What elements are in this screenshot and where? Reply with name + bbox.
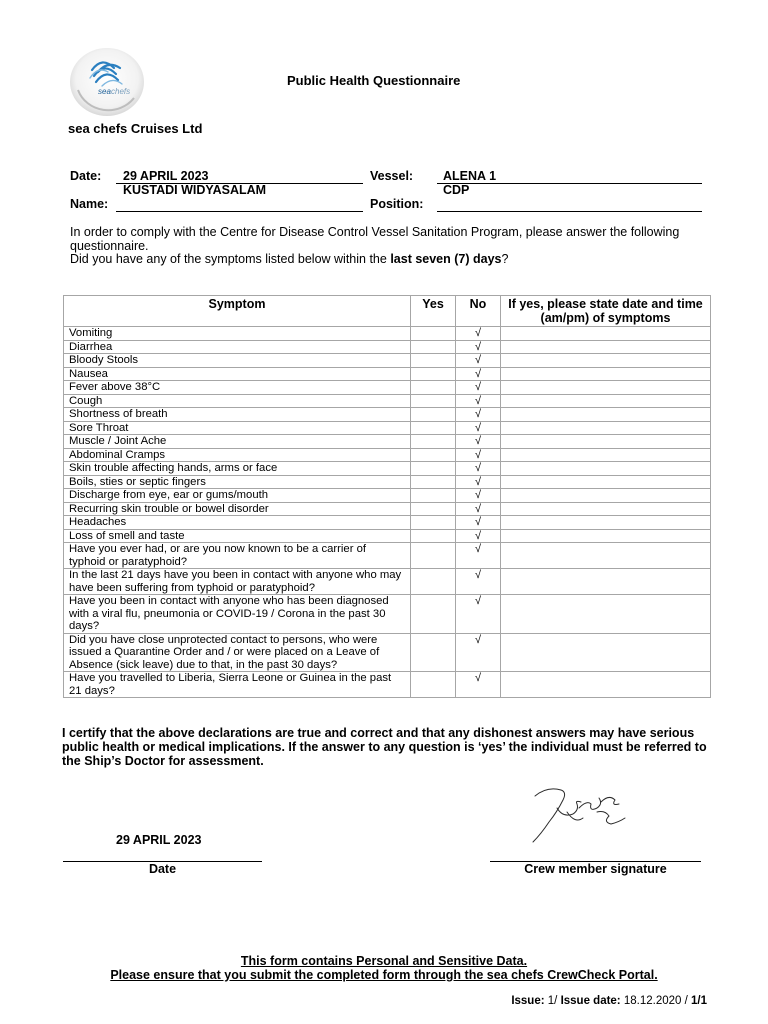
yes-cell[interactable] xyxy=(411,394,456,408)
no-cell[interactable]: √ xyxy=(456,529,501,543)
header-details: If yes, please state date and time (am/pm) of symptoms xyxy=(501,296,711,327)
table-row xyxy=(64,421,711,435)
table-row xyxy=(64,489,711,503)
no-cell[interactable]: √ xyxy=(456,543,501,569)
symptom-cell: Boils, sties or septic fingers xyxy=(64,475,411,489)
details-cell[interactable] xyxy=(501,381,711,395)
yes-cell[interactable] xyxy=(411,462,456,476)
no-cell[interactable]: √ xyxy=(456,435,501,449)
details-cell[interactable] xyxy=(501,354,711,368)
yes-cell[interactable] xyxy=(411,595,456,634)
symptom-cell: Sore Throat xyxy=(64,421,411,435)
yes-cell[interactable] xyxy=(411,448,456,462)
yes-cell[interactable] xyxy=(411,516,456,530)
no-cell[interactable]: √ xyxy=(456,569,501,595)
symptom-cell: Have you travelled to Liberia, Sierra Leone or Guinea in the past 21 days? xyxy=(64,672,411,698)
details-cell[interactable] xyxy=(501,448,711,462)
name-label: Name: xyxy=(70,197,109,211)
symptom-cell: Skin trouble affecting hands, arms or face xyxy=(64,462,411,476)
table-row xyxy=(64,543,711,569)
no-cell[interactable]: √ xyxy=(456,327,501,341)
table-row xyxy=(64,595,711,634)
table-row xyxy=(64,672,711,698)
details-cell[interactable] xyxy=(501,421,711,435)
yes-cell[interactable] xyxy=(411,672,456,698)
yes-cell[interactable] xyxy=(411,529,456,543)
details-cell[interactable] xyxy=(501,340,711,354)
no-cell[interactable]: √ xyxy=(456,394,501,408)
issue-date-value: 18.12.2020 / xyxy=(623,995,688,1007)
symptom-cell: Did you have close unprotected contact to persons, who were issued a Quarantine Order and / or were placed on a Leave of Absence (sick leave) due to that, in the past 30 days? xyxy=(64,633,411,672)
date-caption: Date xyxy=(148,862,177,876)
signature-date-value: 29 APRIL 2023 xyxy=(116,833,202,847)
yes-cell[interactable] xyxy=(411,381,456,395)
details-cell[interactable] xyxy=(501,489,711,503)
yes-cell[interactable] xyxy=(411,327,456,341)
date-value: 29 APRIL 2023 xyxy=(123,169,209,183)
details-cell[interactable] xyxy=(501,475,711,489)
table-row xyxy=(64,340,711,354)
table-row xyxy=(64,367,711,381)
no-cell[interactable]: √ xyxy=(456,421,501,435)
details-cell[interactable] xyxy=(501,435,711,449)
details-cell[interactable] xyxy=(501,595,711,634)
table-row xyxy=(64,394,711,408)
symptom-cell: Loss of smell and taste xyxy=(64,529,411,543)
table-row xyxy=(64,448,711,462)
symptom-cell: Discharge from eye, ear or gums/mouth xyxy=(64,489,411,503)
no-cell[interactable]: √ xyxy=(456,448,501,462)
symptom-cell: Have you ever had, or are you now known to be a carrier of typhoid or paratyphoid? xyxy=(64,543,411,569)
issue-date-label: Issue date: xyxy=(560,995,621,1007)
issue-label: Issue: xyxy=(511,995,545,1007)
details-cell[interactable] xyxy=(501,529,711,543)
table-row xyxy=(64,354,711,368)
certification-text: I certify that the above declarations are true and correct and that any dishonest answers may have serious public health or medical implications. If the answer to any question is ‘yes’ the individual must be referred to the Ship’s Doctor for assessment. xyxy=(62,726,707,768)
name-field-line xyxy=(116,211,363,212)
table-row xyxy=(64,408,711,422)
yes-cell[interactable] xyxy=(411,489,456,503)
table-row xyxy=(64,462,711,476)
symptom-cell: Abdominal Cramps xyxy=(64,448,411,462)
no-cell[interactable]: √ xyxy=(456,475,501,489)
intro-line-2-end: ? xyxy=(501,252,509,266)
table-row xyxy=(64,475,711,489)
details-cell[interactable] xyxy=(501,633,711,672)
symptom-cell: In the last 21 days have you been in contact with anyone who may have been suffering from typhoid or paratyphoid? xyxy=(64,569,411,595)
no-cell[interactable]: √ xyxy=(456,502,501,516)
details-cell[interactable] xyxy=(501,367,711,381)
intro-line-2 xyxy=(70,253,710,267)
no-cell[interactable]: √ xyxy=(456,354,501,368)
symptom-cell: Shortness of breath xyxy=(64,408,411,422)
yes-cell[interactable] xyxy=(411,475,456,489)
yes-cell[interactable] xyxy=(411,408,456,422)
details-cell[interactable] xyxy=(501,394,711,408)
svg-text:sea: sea xyxy=(98,87,111,96)
symptom-cell: Nausea xyxy=(64,367,411,381)
table-row xyxy=(64,435,711,449)
yes-cell[interactable] xyxy=(411,543,456,569)
no-cell[interactable]: √ xyxy=(456,408,501,422)
document-title: Public Health Questionnaire xyxy=(287,73,461,88)
intro-line-1: In order to comply with the Centre for Disease Control Vessel Sanitation Program, please answer the following questionnaire. xyxy=(70,225,680,253)
yes-cell[interactable] xyxy=(411,421,456,435)
table-row xyxy=(64,633,711,672)
table-row xyxy=(64,529,711,543)
issue-value: 1/ xyxy=(547,995,558,1007)
issue-info xyxy=(511,995,707,1007)
signature-caption: Crew member signature xyxy=(524,862,667,876)
symptom-cell: Cough xyxy=(64,394,411,408)
name-value: KUSTADI WIDYASALAM xyxy=(123,183,267,197)
intro-line-2-bold: last seven (7) days xyxy=(390,252,502,266)
footer-line-1: This form contains Personal and Sensitive Data. xyxy=(240,954,528,968)
yes-cell[interactable] xyxy=(411,367,456,381)
symptom-cell: Bloody Stools xyxy=(64,354,411,368)
table-row xyxy=(64,516,711,530)
page-number: 1/1 xyxy=(691,995,707,1007)
table-row xyxy=(64,327,711,341)
yes-cell[interactable] xyxy=(411,633,456,672)
vessel-field-line xyxy=(437,183,702,184)
details-cell[interactable] xyxy=(501,408,711,422)
company-name: sea chefs Cruises Ltd xyxy=(68,121,203,136)
symptom-table xyxy=(63,295,711,698)
header-no: No xyxy=(456,296,501,327)
details-cell[interactable] xyxy=(501,543,711,569)
details-cell[interactable] xyxy=(501,672,711,698)
position-field-line xyxy=(437,211,702,212)
table-row xyxy=(64,502,711,516)
no-cell[interactable]: √ xyxy=(456,340,501,354)
table-header-row xyxy=(64,296,711,327)
symptom-cell: Have you been in contact with anyone who has been diagnosed with a viral flu, pneumonia or COVID-19 / Corona in the past 30 days? xyxy=(64,595,411,634)
intro-line-2-start: Did you have any of the symptoms listed below within the xyxy=(70,252,391,266)
no-cell[interactable]: √ xyxy=(456,516,501,530)
sea-chefs-logo xyxy=(68,46,146,118)
svg-text:chefs: chefs xyxy=(111,87,131,96)
symptom-cell: Diarrhea xyxy=(64,340,411,354)
no-cell[interactable]: √ xyxy=(456,633,501,672)
no-cell[interactable]: √ xyxy=(456,672,501,698)
symptom-cell: Headaches xyxy=(64,516,411,530)
position-label: Position: xyxy=(370,197,424,211)
header-yes: Yes xyxy=(411,296,456,327)
symptom-cell: Vomiting xyxy=(64,327,411,341)
yes-cell[interactable] xyxy=(411,340,456,354)
table-row xyxy=(64,381,711,395)
header-symptom: Symptom xyxy=(64,296,411,327)
details-cell[interactable] xyxy=(501,327,711,341)
yes-cell[interactable] xyxy=(411,569,456,595)
no-cell[interactable]: √ xyxy=(456,381,501,395)
details-cell[interactable] xyxy=(501,516,711,530)
footer-line-2: Please ensure that you submit the completed form through the sea chefs CrewCheck Portal. xyxy=(110,968,658,982)
date-label: Date: xyxy=(70,169,102,183)
handwritten-signature xyxy=(527,778,633,846)
position-value: CDP xyxy=(443,183,470,197)
symptom-cell: Fever above 38°C xyxy=(64,381,411,395)
vessel-label: Vessel: xyxy=(370,169,414,183)
symptom-cell: Recurring skin trouble or bowel disorder xyxy=(64,502,411,516)
details-cell[interactable] xyxy=(501,569,711,595)
no-cell[interactable]: √ xyxy=(456,595,501,634)
yes-cell[interactable] xyxy=(411,435,456,449)
yes-cell[interactable] xyxy=(411,354,456,368)
vessel-value: ALENA 1 xyxy=(443,169,497,183)
no-cell[interactable]: √ xyxy=(456,489,501,503)
symptom-cell: Muscle / Joint Ache xyxy=(64,435,411,449)
details-cell[interactable] xyxy=(501,502,711,516)
yes-cell[interactable] xyxy=(411,502,456,516)
table-row xyxy=(64,569,711,595)
details-cell[interactable] xyxy=(501,462,711,476)
no-cell[interactable]: √ xyxy=(456,462,501,476)
no-cell[interactable]: √ xyxy=(456,367,501,381)
intro-text xyxy=(70,226,710,267)
